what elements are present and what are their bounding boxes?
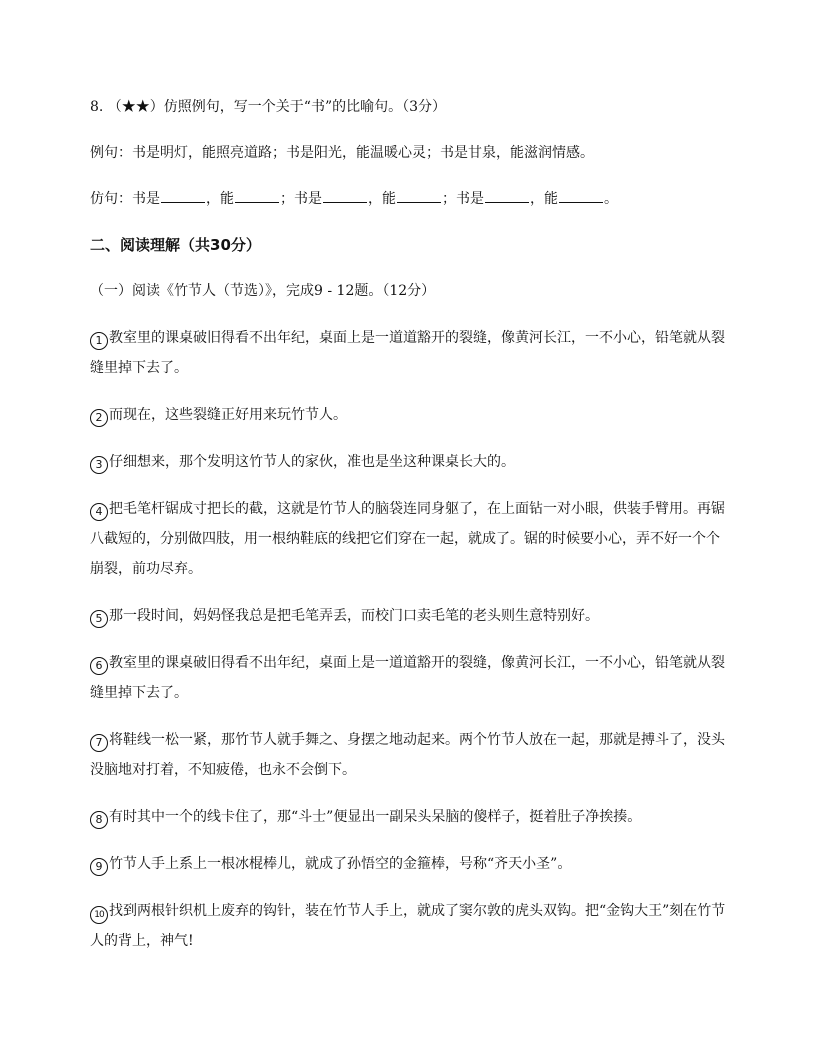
paragraph-number: 9 bbox=[90, 858, 108, 876]
answer-blank[interactable] bbox=[161, 188, 205, 203]
paragraph-text: 有时其中一个的线卡住了，那“斗士”便显出一副呆头呆脑的傻样子，挺着肚子净挨揍。 bbox=[109, 809, 642, 825]
paragraph-number: 10 bbox=[90, 906, 108, 924]
answer-blank[interactable] bbox=[323, 188, 367, 203]
question-8-example: 例句：书是明灯，能照亮道路；书是阳光，能温暖心灵；书是甘泉，能滋润情感。 bbox=[90, 145, 594, 161]
paragraph-text: 竹节人手上系上一根冰棍棒儿，就成了孙悟空的金箍棒，号称“齐天小圣”。 bbox=[109, 856, 572, 872]
answer-blank[interactable] bbox=[485, 188, 529, 203]
passage-paragraph bbox=[90, 447, 730, 477]
imitate-part: ，能 bbox=[368, 191, 396, 207]
question-8-imitate bbox=[90, 184, 730, 214]
paragraph-number: 7 bbox=[90, 734, 108, 752]
paragraph-text: 仔细想来，那个发明这竹节人的家伙，准也是坐这种课桌长大的。 bbox=[109, 454, 515, 470]
passage-paragraph bbox=[90, 802, 730, 832]
passage-paragraph bbox=[90, 601, 730, 631]
paragraph-text: 将鞋线一松一紧，那竹节人就手舞之、身摆之地动起来。两个竹节人放在一起，那就是搏斗了，没头没脑地对打着，不知疲倦，也永不会倒下。 bbox=[90, 732, 725, 778]
passage-paragraph bbox=[90, 400, 730, 430]
paragraph-number: 6 bbox=[90, 657, 108, 675]
paragraph-text: 教室里的课桌破旧得看不出年纪，桌面上是一道道豁开的裂缝，像黄河长江，一不小心，铅笔就从裂缝里掉下去了。 bbox=[90, 655, 725, 701]
paragraph-text: 把毛笔杆锯成寸把长的截，这就是竹节人的脑袋连同身躯了，在上面钻一对小眼，供装手臂用。再锯八截短的，分别做四肢，用一根纳鞋底的线把它们穿在一起，就成了。锯的时候要小心，弄不好一个个崩裂，前功尽弃。 bbox=[90, 501, 725, 577]
answer-blank[interactable] bbox=[559, 188, 603, 203]
passage-paragraph bbox=[90, 648, 730, 708]
imitate-part: ，能 bbox=[530, 191, 558, 207]
answer-blank[interactable] bbox=[397, 188, 441, 203]
subsection-heading: （一）阅读《竹节人（节选）》，完成9 - 12题。（12分） bbox=[90, 283, 436, 299]
passage-paragraph bbox=[90, 849, 730, 879]
imitate-part: ，能 bbox=[206, 191, 234, 207]
imitate-part: ；书是 bbox=[442, 191, 484, 207]
paragraph-text: 而现在，这些裂缝正好用来玩竹节人。 bbox=[109, 407, 347, 423]
paragraph-number: 4 bbox=[90, 503, 108, 521]
question-8-title: 8. （★★）仿照例句，写一个关于“书”的比喻句。（3分） bbox=[90, 99, 447, 115]
answer-blank[interactable] bbox=[235, 188, 279, 203]
imitate-part: 仿句：书是 bbox=[90, 191, 160, 207]
document-page bbox=[90, 92, 730, 956]
section-heading: 二、阅读理解（共30分） bbox=[90, 236, 261, 254]
passage-paragraph bbox=[90, 725, 730, 785]
paragraph-number: 1 bbox=[90, 332, 108, 350]
paragraph-text: 找到两根针织机上废弃的钩针，装在竹节人手上，就成了窦尔敦的虎头双钩。把“金钩大王”刻在竹节人的背上，神气! bbox=[90, 903, 726, 949]
imitate-part: ；书是 bbox=[280, 191, 322, 207]
passage-paragraph bbox=[90, 323, 730, 383]
passage-paragraph bbox=[90, 494, 730, 584]
paragraph-number: 5 bbox=[90, 610, 108, 628]
paragraph-number: 3 bbox=[90, 456, 108, 474]
reading-passage bbox=[90, 323, 730, 956]
passage-paragraph bbox=[90, 896, 730, 956]
imitate-part: 。 bbox=[604, 191, 618, 207]
paragraph-number: 8 bbox=[90, 811, 108, 829]
paragraph-number: 2 bbox=[90, 409, 108, 427]
paragraph-text: 教室里的课桌破旧得看不出年纪，桌面上是一道道豁开的裂缝，像黄河长江，一不小心，铅笔就从裂缝里掉下去了。 bbox=[90, 330, 725, 376]
paragraph-text: 那一段时间，妈妈怪我总是把毛笔弄丢，而校门口卖毛笔的老头则生意特别好。 bbox=[109, 608, 599, 624]
